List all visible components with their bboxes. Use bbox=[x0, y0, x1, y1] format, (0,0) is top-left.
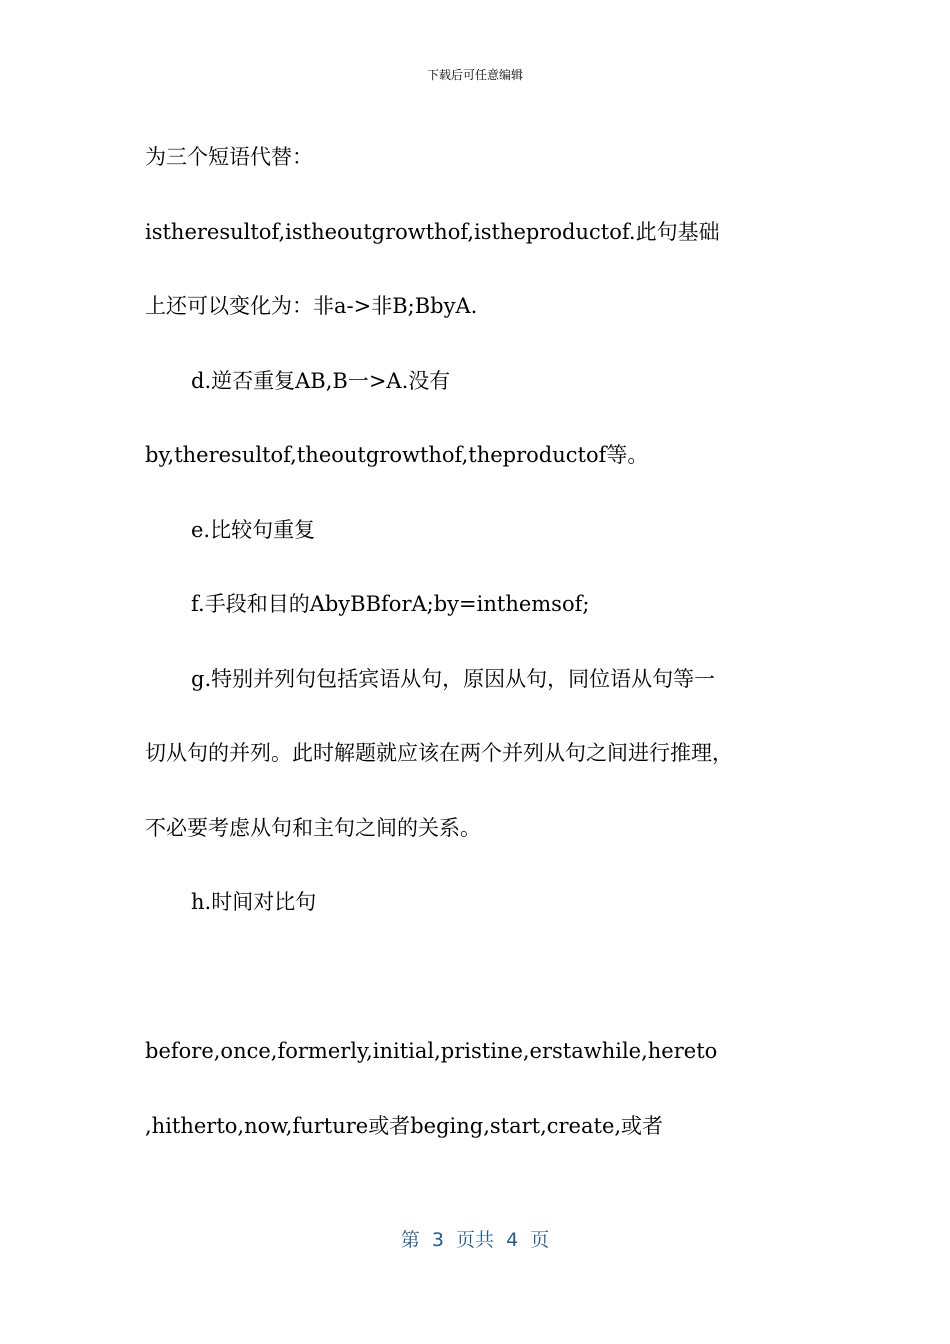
body-line-item-f: f.手段和目的AbyBBforA;by=inthemsof; bbox=[191, 592, 590, 616]
body-line-item-h: h.时间对比句 bbox=[191, 890, 317, 914]
body-line: 为三个短语代替： bbox=[145, 145, 313, 169]
body-line: 不必要考虑从句和主句之间的关系。 bbox=[145, 815, 481, 840]
body-line-item-d: d.逆否重复AB,B一>A.没有 bbox=[191, 368, 451, 393]
page-footer: 第 3 页共 4 页 bbox=[400, 1229, 550, 1251]
body-line: 切从句的并列。此时解题就应该在两个并列从句之间进行推理， bbox=[145, 741, 733, 765]
body-line: istheresultof,istheoutgrowthof,istheproductof.此句基础 bbox=[145, 219, 720, 244]
body-line: 上还可以变化为：非a->非B;BbyA. bbox=[145, 294, 478, 318]
body-line: by,theresultof,theoutgrowthof,theproductof等。 bbox=[145, 443, 649, 467]
body-line-item-e: e.比较句重复 bbox=[191, 517, 316, 542]
body-line: ,hitherto,now,furture或者beging,start,create,或者 bbox=[145, 1113, 664, 1138]
body-line-item-g: g.特别并列句包括宾语从句，原因从句，同位语从句等一 bbox=[191, 666, 716, 691]
document-body bbox=[145, 120, 815, 1163]
page-header: 下载后可任意编辑 bbox=[426, 68, 523, 82]
blank-line bbox=[145, 940, 815, 1015]
body-line: before,once,formerly,initial,pristine,erstawhile,hereto bbox=[145, 1039, 718, 1063]
